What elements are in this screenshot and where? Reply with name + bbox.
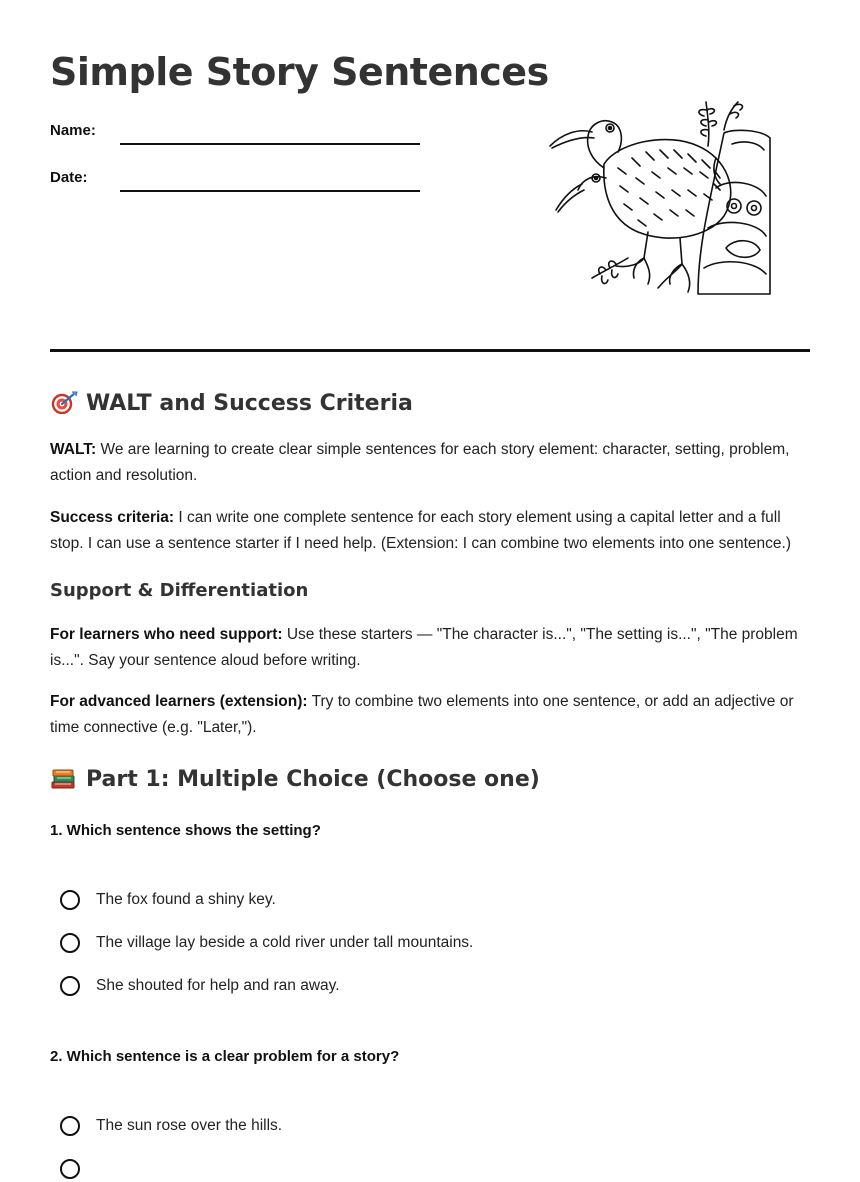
option-label: The sun rose over the hills. [96,1117,283,1134]
walt-heading [50,390,413,416]
divider-rule [50,349,810,352]
question-2-option-2[interactable] [60,1156,96,1182]
radio-button[interactable] [60,890,80,910]
support-label: For learners who need support: [50,626,283,643]
name-input-line[interactable] [120,143,420,145]
walt-heading-text: WALT and Success Criteria [86,391,413,416]
question-1-option-1[interactable] [60,887,276,913]
success-label: Success criteria: [50,509,175,526]
success-text: I can write one complete sentence for each story element using a capital letter and a full stop. I can use a sentence starter if I need help. (Extension: I can combine two elements into one sentence.) [50,509,791,552]
radio-button[interactable] [60,933,80,953]
success-paragraph [50,505,810,557]
kiwi-bird-illustration [548,98,774,296]
date-field [50,169,88,186]
question-1-option-2[interactable] [60,930,473,956]
support-text: Use these starters — "The character is...", "The setting is...", "The problem is...". Say your sentence aloud before writing. [50,626,798,669]
walt-text: We are learning to create clear simple sentences for each story element: character, setting, problem, action and resolution. [50,441,790,484]
option-label: She shouted for help and ran away. [96,977,340,994]
advanced-label: For advanced learners (extension): [50,693,308,710]
question-2-option-1[interactable] [60,1113,282,1139]
walt-paragraph [50,437,810,489]
support-heading: Support & Differentiation [50,580,309,601]
question-1-option-3[interactable] [60,973,340,999]
books-icon [50,766,78,790]
radio-button[interactable] [60,1116,80,1136]
date-label: Date: [50,169,88,186]
target-icon [50,390,78,414]
support-paragraph [50,622,810,674]
name-field [50,122,96,139]
radio-button[interactable] [60,1159,80,1179]
part1-heading [50,766,540,792]
question-2: 2. Which sentence is a clear problem for a story? [50,1048,400,1065]
part1-heading-text: Part 1: Multiple Choice (Choose one) [86,767,540,792]
option-label: The village lay beside a cold river under tall mountains. [96,934,474,951]
date-input-line[interactable] [120,190,420,192]
question-1: 1. Which sentence shows the setting? [50,822,321,839]
walt-label: WALT: [50,441,97,458]
radio-button[interactable] [60,976,80,996]
advanced-text: Try to combine two elements into one sentence, or add an adjective or time connective (e.g. "Later,"). [50,693,794,736]
name-label: Name: [50,122,96,139]
page-title: Simple Story Sentences [50,50,549,94]
option-label: The fox found a shiny key. [96,891,276,908]
advanced-paragraph [50,689,810,741]
